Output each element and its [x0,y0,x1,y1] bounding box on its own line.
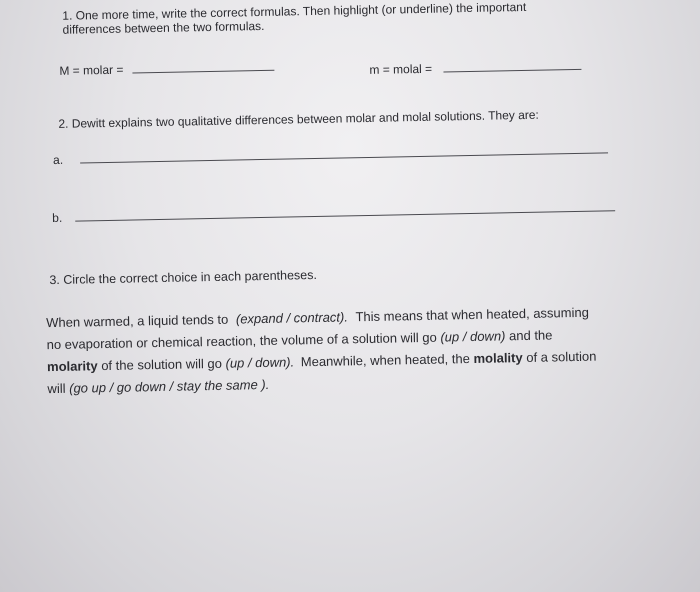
answer-a-row [53,142,609,167]
p8-text: will [47,380,66,397]
molar-answer-blank[interactable] [133,60,275,74]
molar-formula-row [59,60,275,78]
molal-label: m = molal = [369,61,433,77]
paragraph-line-4 [47,374,269,400]
question-1-text-line-1: One more time, write the correct formulas. Then highlight (or underline) the important [75,0,527,23]
question-3-line [49,268,317,287]
question-1-line-1 [62,0,526,23]
answer-a-blank[interactable] [80,142,608,163]
answer-a-label: a. [52,152,64,168]
p3-text: no evaporation or chemical reaction, the volume of a solution will go [46,329,437,353]
answer-b-row [52,200,616,225]
choice-molality-change[interactable]: (go up / go down / stay the same ). [69,376,270,396]
p1-text: When warmed, a liquid tends to [46,311,229,331]
choice-expand-contract[interactable]: (expand / contract). [235,309,349,327]
p5-text: of the solution will go [101,355,223,374]
molar-label: M = molar = [59,62,124,78]
question-1-line-2 [62,19,264,37]
molarity-term: molarity [46,358,98,375]
answer-b-blank[interactable] [75,200,615,221]
p6-text: Meanwhile, when heated, the [300,351,471,370]
choice-volume-up-down[interactable]: (up / down) [440,328,506,345]
molal-answer-blank[interactable] [443,59,581,73]
p4-text: and the [508,327,553,344]
question-2-line [58,108,539,131]
question-2-text: Dewitt explains two qualitative differences between molar and molal solutions. They are: [71,107,539,131]
question-1-number: 1. [62,8,73,23]
answer-b-label: b. [52,210,63,226]
p2-text: This means that when heated, assuming [355,304,590,325]
question-3-number: 3. [49,272,60,288]
question-1-text-line-2: differences between the two formulas. [62,18,265,37]
molality-term: molality [473,350,523,366]
choice-molarity-up-down[interactable]: (up / down). [225,354,295,371]
p7-text: of a solution [526,348,597,365]
molal-formula-row [369,59,581,77]
question-2-number: 2. [58,116,69,131]
question-3-text: Circle the correct choice in each parentheses. [63,267,318,287]
